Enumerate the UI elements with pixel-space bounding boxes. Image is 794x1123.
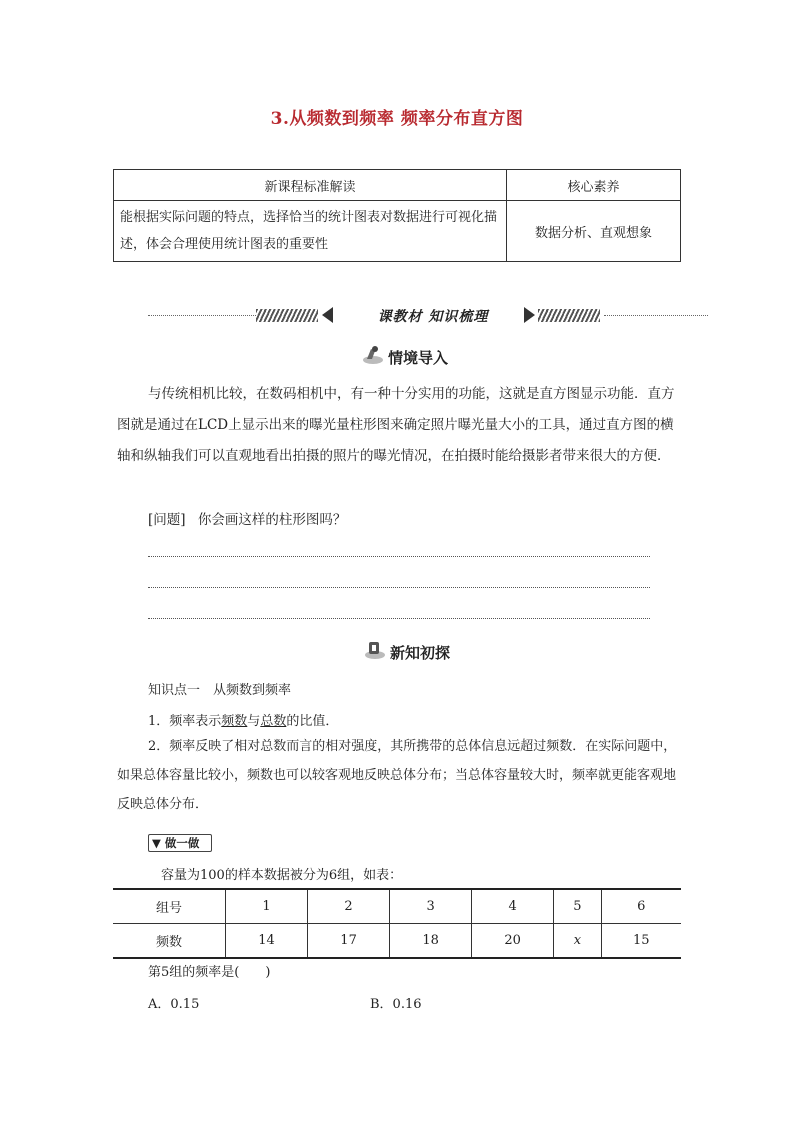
banner-arrow-left-icon bbox=[322, 307, 333, 323]
banner-label: 课教材 知识梳理 bbox=[377, 309, 489, 325]
freq-group-6: 6 bbox=[601, 889, 681, 924]
freq-label-count: 频数 bbox=[113, 924, 226, 959]
freq-group-1: 1 bbox=[226, 889, 308, 924]
scenario-heading: 情境导入 bbox=[388, 349, 449, 367]
freq-group-3: 3 bbox=[390, 889, 472, 924]
freq-label-group: 组号 bbox=[113, 889, 226, 924]
answer-line-1 bbox=[148, 556, 650, 557]
knowledge-point-title: 知识点一 从频数到频率 bbox=[148, 683, 292, 698]
question-tag: [问题] bbox=[148, 512, 186, 528]
new-knowledge-icon bbox=[364, 640, 386, 660]
item1-suffix: 的比值． bbox=[286, 714, 339, 729]
item1-prefix: 1．频率表示 bbox=[148, 714, 222, 729]
answer-line-2 bbox=[148, 587, 650, 588]
item1-term-total: 总数 bbox=[260, 714, 287, 729]
option-b: B．0.16 bbox=[370, 997, 422, 1012]
banner-stripe-right bbox=[538, 309, 600, 322]
standards-cell-description: 能根据实际问题的特点，选择恰当的统计图表对数据进行可视化描述，体会合理使用统计图表的重要性 bbox=[114, 201, 507, 262]
exercise-tag bbox=[148, 834, 212, 852]
page-title: 3.从频数到频率 频率分布直方图 bbox=[270, 109, 524, 129]
standards-header-right: 核心素养 bbox=[507, 170, 681, 201]
item1-term-frequency-count: 频数 bbox=[221, 714, 248, 729]
knowledge-item-2: 2．频率反映了相对总数而言的相对强度，其所携带的总体信息远超过频数．在实际问题中，如果总体容量比较小，频数也可以较客观地反映总体分布；当总体容量较大时，频率就更能客观地反映总体分布． bbox=[117, 739, 677, 812]
standards-cell-literacy: 数据分析、直观想象 bbox=[507, 201, 681, 262]
scenario-icon bbox=[362, 345, 384, 365]
answer-line-3 bbox=[148, 618, 650, 619]
new-knowledge-heading: 新知初探 bbox=[390, 644, 451, 662]
freq-group-5: 5 bbox=[554, 889, 601, 924]
banner-dots-left bbox=[148, 315, 256, 316]
knowledge-item-1 bbox=[148, 710, 338, 729]
freq-group-4: 4 bbox=[472, 889, 554, 924]
freq-count-1: 14 bbox=[226, 924, 308, 959]
section-banner bbox=[148, 305, 708, 327]
exercise-tag-label: 做一做 bbox=[164, 836, 200, 850]
standards-header-left: 新课程标准解读 bbox=[114, 170, 507, 201]
banner-arrow-right-icon bbox=[524, 307, 535, 323]
freq-group-2: 2 bbox=[308, 889, 390, 924]
freq-count-3: 18 bbox=[390, 924, 472, 959]
question-line bbox=[148, 505, 346, 536]
banner-dots-right bbox=[604, 315, 708, 316]
freq-count-6: 15 bbox=[601, 924, 681, 959]
option-a: A．0.15 bbox=[148, 997, 200, 1012]
banner-stripe-left bbox=[256, 309, 318, 322]
freq-count-5: x bbox=[554, 924, 601, 959]
frequency-table bbox=[113, 888, 681, 959]
scenario-paragraph: 与传统相机比较，在数码相机中，有一种十分实用的功能，这就是直方图显示功能．直方图就是通过在LCD上显示出来的曝光量柱形图来确定照片曝光量大小的工具，通过直方图的横轴和纵轴我们可以直观地看出拍摄的照片的曝光情况，在拍摄时能给摄影者带来很大的方便． bbox=[117, 386, 675, 464]
exercise-intro: 容量为100的样本数据被分为6组，如表： bbox=[161, 868, 403, 883]
exercise-question: 第5组的频率是( ) bbox=[148, 965, 271, 980]
standards-table bbox=[113, 169, 681, 262]
freq-count-4: 20 bbox=[472, 924, 554, 959]
freq-count-2: 17 bbox=[308, 924, 390, 959]
question-text: 你会画这样的柱形图吗？ bbox=[197, 512, 347, 528]
item1-mid: 与 bbox=[247, 714, 261, 729]
exercise-check-icon: ▼ bbox=[152, 836, 161, 850]
